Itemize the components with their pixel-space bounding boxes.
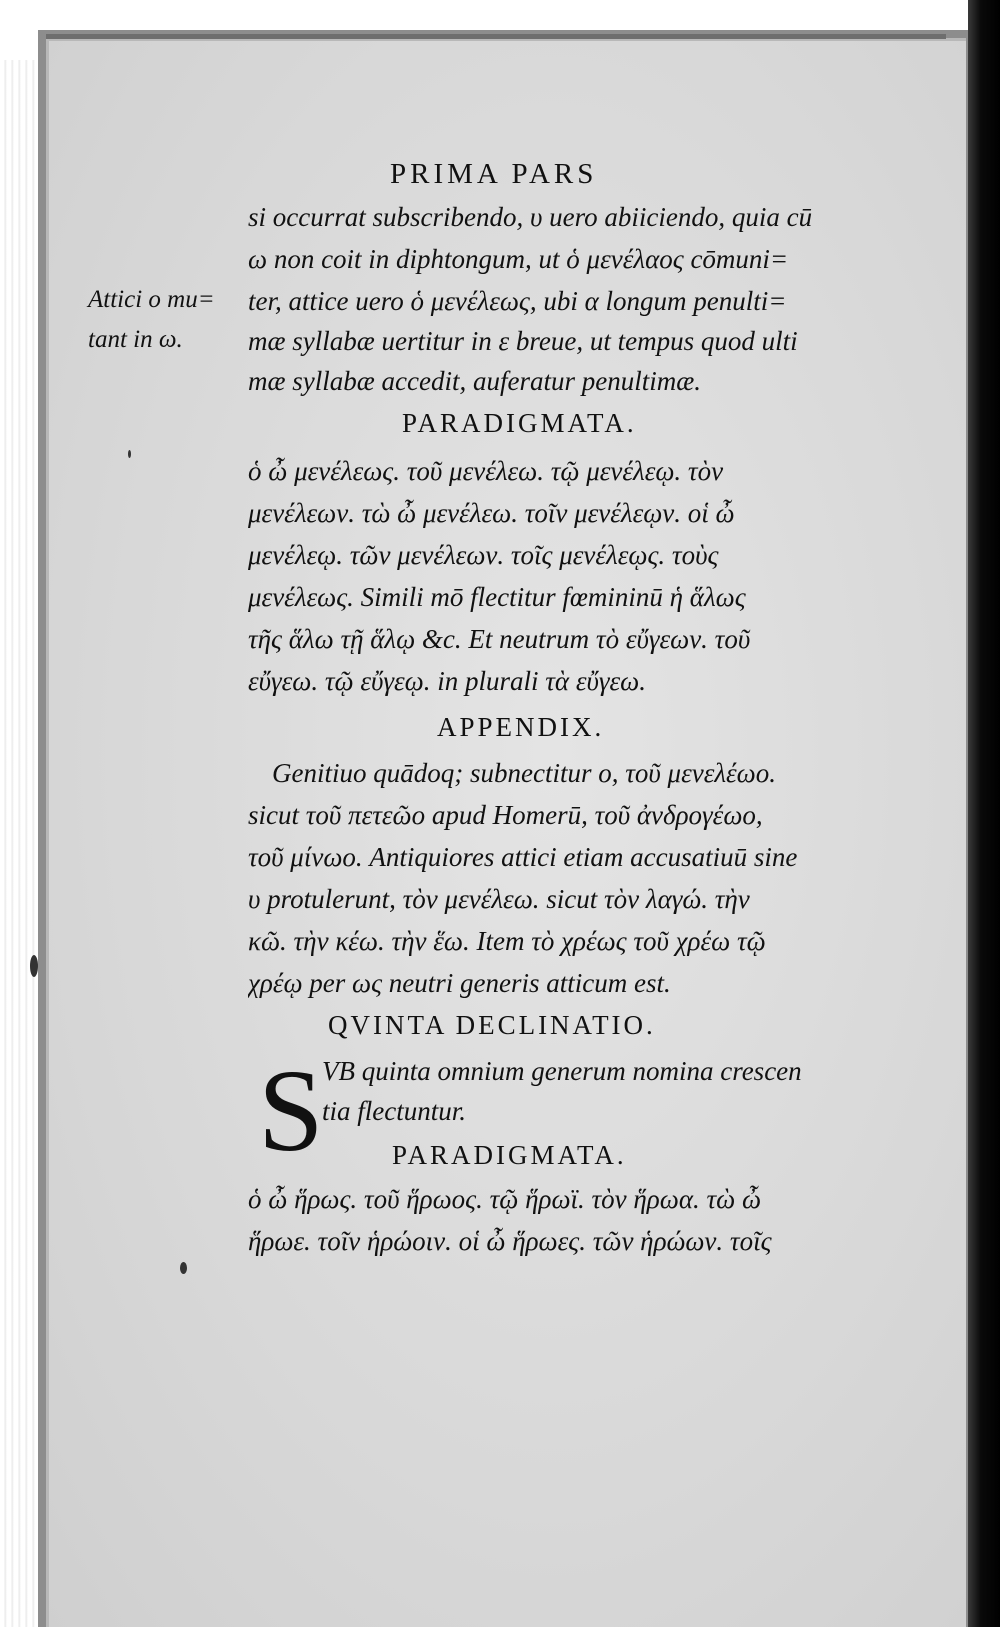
text-line: ὁ ὦ μενέλεως. τοῦ μενέλεω. τῷ μενέλεῳ. τὸν	[248, 456, 724, 486]
ink-speck	[128, 450, 131, 458]
book-page	[46, 38, 966, 1627]
margin-note-line-1: Attici o mu=	[88, 286, 215, 313]
scanner-border-right	[968, 0, 1000, 1627]
text-line: ἥρωε. τοῖν ἡρώοιν. οἱ ὦ ἥρωες. τῶν ἡρώων. τοῖς	[248, 1226, 772, 1256]
text-line: κῶ. τὴν κέω. τὴν ἕω. Item τὸ χρέως τοῦ χρέω τῷ	[248, 926, 766, 956]
text-line: ὁ ὦ ἥρως. τοῦ ἥρωος. τῷ ἥρωϊ. τὸν ἥρωα. τὼ ὦ	[248, 1184, 762, 1214]
text-line: τοῦ μίνωο. Antiquiores attici etiam accusatiuū sine	[248, 842, 798, 872]
text-line: μενέλεῳ. τῶν μενέλεων. τοῖς μενέλεῳς. τοὺς	[248, 540, 719, 570]
text-line: mæ syllabæ uertitur in ε breue, ut tempus quod ulti	[248, 326, 798, 356]
text-line: tia flectuntur.	[322, 1096, 466, 1126]
page-top-edge	[46, 34, 946, 39]
text-line: ter, attice uero ὁ μενέλεως, ubi α longum penulti=	[248, 286, 787, 316]
text-line: ω non coit in diphtongum, ut ὁ μενέλαος cōmuni=	[248, 244, 789, 274]
section-heading-appendix: APPENDIX.	[437, 712, 605, 742]
running-head: PRIMA PARS	[390, 158, 598, 190]
text-line: χρέῳ per ως neutri generis atticum est.	[248, 968, 671, 998]
text-line: εὔγεω. τῷ εὔγεῳ. in plurali τὰ εὔγεω.	[248, 666, 646, 696]
text-line: μενέλεως. Simili mō flectitur fœmininū ἡ ἅλως	[248, 582, 746, 612]
text-line: sicut τοῦ πετεῶο apud Homerū, τοῦ ἀνδρογέωο,	[248, 800, 763, 830]
text-line: υ protulerunt, τὸν μενέλεω. sicut τὸν λαγώ. τὴν	[248, 884, 750, 914]
text-line: si occurrat subscribendo, υ uero abiiciendo, quia cū	[248, 202, 813, 232]
ink-speck	[180, 1262, 187, 1274]
text-line: τῆς ἅλω τῇ ἅλῳ &c. Et neutrum τὸ εὔγεων. τοῦ	[248, 624, 751, 654]
text-line: Genitiuo quādoq; subnectitur ο, τοῦ μενελέωο.	[272, 758, 776, 788]
section-heading-paradigmata-2: PARADIGMATA.	[392, 1140, 627, 1170]
margin-note-line-2: tant in ω.	[88, 326, 183, 353]
text-line: VB quinta omnium generum nomina crescen	[322, 1056, 802, 1086]
text-line: mæ syllabæ accedit, auferatur penultimæ.	[248, 366, 701, 396]
text-line: μενέλεων. τὼ ὦ μενέλεω. τοῖν μενέλεῳν. οἱ ὦ	[248, 498, 735, 528]
ink-speck	[30, 955, 38, 977]
section-heading-paradigmata: PARADIGMATA.	[402, 408, 637, 438]
drop-cap: S	[258, 1045, 324, 1176]
section-heading-quinta-declinatio: QVINTA DECLINATIO.	[328, 1010, 656, 1040]
